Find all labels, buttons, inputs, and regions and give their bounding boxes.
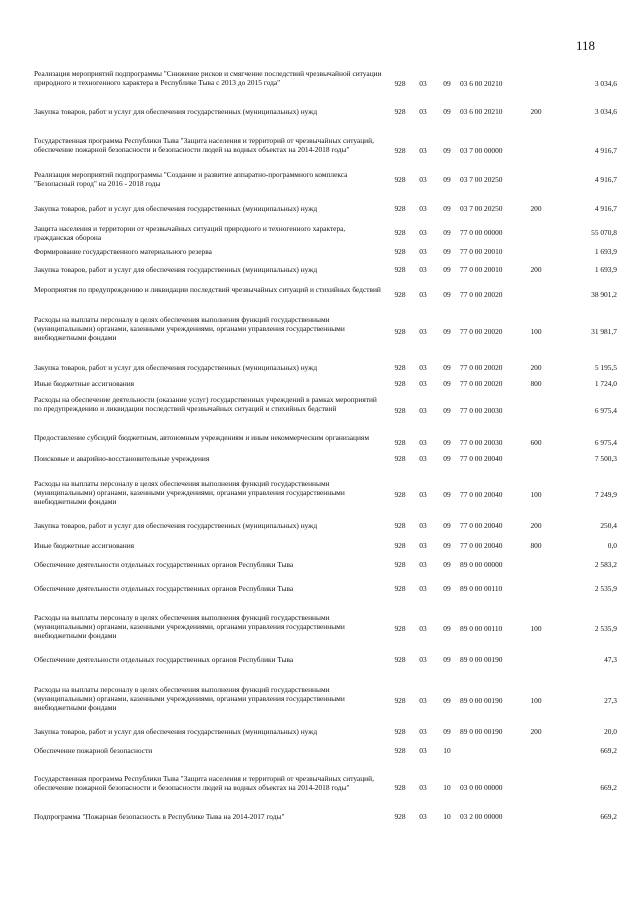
razdel-code: 03: [419, 175, 427, 184]
row-description: Обеспечение деятельности отдельных государственных органов Республики Тыва: [34, 584, 294, 593]
vedomstvo-code: 928: [394, 624, 406, 633]
podrazdel-code: 09: [443, 438, 451, 447]
vedomstvo-code: 928: [394, 107, 406, 116]
vedomstvo-code: 928: [394, 290, 406, 299]
target-article-code: 89 0 00 00190: [460, 655, 503, 664]
podrazdel-code: 09: [443, 247, 451, 256]
amount: 250,4: [600, 521, 617, 530]
razdel-code: 03: [419, 406, 427, 415]
podrazdel-code: 09: [443, 655, 451, 664]
expense-type-code: 200: [530, 204, 542, 213]
vedomstvo-code: 928: [394, 727, 406, 736]
podrazdel-code: 10: [443, 812, 451, 821]
row-description: Защита населения и территории от чрезвычайных ситуаций природного и техногенного характера, гражданская оборона: [34, 224, 346, 242]
razdel-code: 03: [419, 624, 427, 633]
podrazdel-code: 09: [443, 204, 451, 213]
vedomstvo-code: 928: [394, 655, 406, 664]
row-description: Закупка товаров, работ и услуг для обеспечения государственных (муниципальных) нужд: [34, 107, 318, 116]
target-article-code: 77 0 00 00000: [460, 228, 503, 237]
vedomstvo-code: 928: [394, 560, 406, 569]
row-description: Мероприятия по предупреждению и ликвидации последствий чрезвычайных ситуаций и стихийных бедствий: [34, 285, 381, 294]
expense-type-code: 800: [530, 379, 542, 388]
amount: 1 693,9: [594, 247, 617, 256]
podrazdel-code: 09: [443, 363, 451, 372]
target-article-code: 77 0 00 20040: [460, 521, 503, 530]
row-description: Обеспечение пожарной безопасности: [34, 746, 153, 755]
amount: 2 583,2: [594, 560, 617, 569]
amount: 47,3: [604, 655, 617, 664]
target-article-code: 03 7 00 20250: [460, 204, 503, 213]
target-article-code: 77 0 00 20010: [460, 247, 503, 256]
target-article-code: 89 0 00 00000: [460, 560, 503, 569]
expense-type-code: 100: [530, 696, 542, 705]
amount: 669,2: [600, 812, 617, 821]
razdel-code: 03: [419, 146, 427, 155]
razdel-code: 03: [419, 379, 427, 388]
vedomstvo-code: 928: [394, 521, 406, 530]
expense-type-code: 600: [530, 438, 542, 447]
row-description: Расходы на выплаты персоналу в целях обеспечения выполнения функций государственными (муниципальными) органами, казенными учреждениями, органами управления государственными внебюджетными фондами: [34, 685, 345, 712]
razdel-code: 03: [419, 204, 427, 213]
amount: 20,0: [604, 727, 617, 736]
razdel-code: 03: [419, 363, 427, 372]
podrazdel-code: 09: [443, 541, 451, 550]
amount: 6 975,4: [594, 438, 617, 447]
razdel-code: 03: [419, 727, 427, 736]
razdel-code: 03: [419, 79, 427, 88]
amount: 4 916,7: [594, 175, 617, 184]
amount: 3 034,6: [594, 107, 617, 116]
razdel-code: 03: [419, 783, 427, 792]
podrazdel-code: 09: [443, 560, 451, 569]
podrazdel-code: 09: [443, 624, 451, 633]
target-article-code: 77 0 00 20040: [460, 454, 503, 463]
vedomstvo-code: 928: [394, 363, 406, 372]
amount: 3 034,6: [594, 79, 617, 88]
target-article-code: 77 0 00 20020: [460, 363, 503, 372]
expense-type-code: 800: [530, 541, 542, 550]
razdel-code: 03: [419, 746, 427, 755]
vedomstvo-code: 928: [394, 228, 406, 237]
razdel-code: 03: [419, 812, 427, 821]
vedomstvo-code: 928: [394, 79, 406, 88]
row-description: Обеспечение деятельности отдельных государственных органов Республики Тыва: [34, 655, 294, 664]
podrazdel-code: 09: [443, 521, 451, 530]
podrazdel-code: 09: [443, 727, 451, 736]
amount: 38 901,2: [591, 290, 617, 299]
expense-type-code: 100: [530, 490, 542, 499]
expense-type-code: 100: [530, 327, 542, 336]
amount: 2 535,9: [594, 624, 617, 633]
vedomstvo-code: 928: [394, 812, 406, 821]
row-description: Расходы на выплаты персоналу в целях обеспечения выполнения функций государственными (муниципальными) органами, казенными учреждениями, органами управления государственными внебюджетными фондами: [34, 315, 345, 342]
row-description: Предоставление субсидий бюджетным, автономным учреждениям и иным некоммерческим организациям: [34, 433, 370, 442]
podrazdel-code: 09: [443, 406, 451, 415]
row-description: Закупка товаров, работ и услуг для обеспечения государственных (муниципальных) нужд: [34, 727, 318, 736]
expense-type-code: 100: [530, 624, 542, 633]
amount: 55 070,8: [591, 228, 617, 237]
target-article-code: 03 0 00 00000: [460, 783, 503, 792]
vedomstvo-code: 928: [394, 490, 406, 499]
podrazdel-code: 09: [443, 265, 451, 274]
razdel-code: 03: [419, 584, 427, 593]
target-article-code: 03 7 00 20250: [460, 175, 503, 184]
target-article-code: 77 0 00 20020: [460, 290, 503, 299]
podrazdel-code: 09: [443, 327, 451, 336]
vedomstvo-code: 928: [394, 406, 406, 415]
row-description: Иные бюджетные ассигнования: [34, 379, 135, 388]
podrazdel-code: 10: [443, 746, 451, 755]
razdel-code: 03: [419, 290, 427, 299]
target-article-code: 77 0 00 20010: [460, 265, 503, 274]
target-article-code: 89 0 00 00190: [460, 696, 503, 705]
amount: 669,2: [600, 746, 617, 755]
expense-type-code: 200: [530, 107, 542, 116]
vedomstvo-code: 928: [394, 746, 406, 755]
amount: 7 249,9: [594, 490, 617, 499]
podrazdel-code: 09: [443, 490, 451, 499]
vedomstvo-code: 928: [394, 265, 406, 274]
target-article-code: 77 0 00 20040: [460, 541, 503, 550]
row-description: Иные бюджетные ассигнования: [34, 541, 135, 550]
podrazdel-code: 09: [443, 290, 451, 299]
expense-type-code: 200: [530, 727, 542, 736]
row-description: Государственная программа Республики Тыва "Защита населения и территорий от чрезвычайных ситуаций, обеспечение пожарной безопасности и безопасности людей на водных объектах на 2014-2018 годы": [34, 136, 374, 154]
target-article-code: 03 6 00 20210: [460, 79, 503, 88]
row-description: Закупка товаров, работ и услуг для обеспечения государственных (муниципальных) нужд: [34, 363, 318, 372]
podrazdel-code: 09: [443, 79, 451, 88]
razdel-code: 03: [419, 247, 427, 256]
row-description: Закупка товаров, работ и услуг для обеспечения государственных (муниципальных) нужд: [34, 265, 318, 274]
row-description: Закупка товаров, работ и услуг для обеспечения государственных (муниципальных) нужд: [34, 204, 318, 213]
target-article-code: 89 0 00 00110: [460, 624, 503, 633]
target-article-code: 03 2 00 00000: [460, 812, 503, 821]
razdel-code: 03: [419, 541, 427, 550]
razdel-code: 03: [419, 107, 427, 116]
razdel-code: 03: [419, 521, 427, 530]
amount: 0,0: [607, 541, 617, 550]
expense-type-code: 200: [530, 363, 542, 372]
row-description: Государственная программа Республики Тыва "Защита населения и территорий от чрезвычайных ситуаций, обеспечение пожарной безопасности и безопасности людей на водных объектах на 2014-2018 годы": [34, 774, 374, 792]
target-article-code: 77 0 00 20020: [460, 327, 503, 336]
vedomstvo-code: 928: [394, 175, 406, 184]
podrazdel-code: 09: [443, 379, 451, 388]
vedomstvo-code: 928: [394, 204, 406, 213]
amount: 1 724,0: [594, 379, 617, 388]
razdel-code: 03: [419, 655, 427, 664]
amount: 2 535,9: [594, 584, 617, 593]
target-article-code: 03 6 00 20210: [460, 107, 503, 116]
razdel-code: 03: [419, 438, 427, 447]
razdel-code: 03: [419, 454, 427, 463]
target-article-code: 77 0 00 20030: [460, 438, 503, 447]
target-article-code: 77 0 00 20030: [460, 406, 503, 415]
vedomstvo-code: 928: [394, 247, 406, 256]
target-article-code: 77 0 00 20020: [460, 379, 503, 388]
row-description: Поисковые и аварийно-восстановительные учреждения: [34, 454, 210, 463]
razdel-code: 03: [419, 490, 427, 499]
vedomstvo-code: 928: [394, 438, 406, 447]
razdel-code: 03: [419, 265, 427, 274]
vedomstvo-code: 928: [394, 327, 406, 336]
expense-type-code: 200: [530, 265, 542, 274]
row-description: Формирование государственного материального резерва: [34, 247, 212, 256]
razdel-code: 03: [419, 327, 427, 336]
target-article-code: 89 0 00 00110: [460, 584, 503, 593]
target-article-code: 77 0 00 20040: [460, 490, 503, 499]
page-number: 118: [576, 38, 596, 53]
row-description: Расходы на обеспечение деятельности (оказание услуг) государственных учреждений в рамках мероприятий по предупреждению и ликвидации последствий чрезвычайных ситуаций и стихийных бедствий: [34, 395, 377, 413]
row-description: Реализация мероприятий подпрограммы "Создание и развитие аппаратно-программного комплекса "Безопасный город" на 2016 - 2018 годы: [34, 170, 348, 188]
amount: 7 500,3: [594, 454, 617, 463]
amount: 31 981,7: [591, 327, 617, 336]
vedomstvo-code: 928: [394, 696, 406, 705]
target-article-code: 03 7 00 00000: [460, 146, 503, 155]
vedomstvo-code: 928: [394, 584, 406, 593]
vedomstvo-code: 928: [394, 541, 406, 550]
podrazdel-code: 09: [443, 146, 451, 155]
podrazdel-code: 09: [443, 584, 451, 593]
row-description: Подпрограмма "Пожарная безопасность в Республике Тыва на 2014-2017 годы": [34, 812, 285, 821]
podrazdel-code: 09: [443, 228, 451, 237]
podrazdel-code: 09: [443, 175, 451, 184]
amount: 27,3: [604, 696, 617, 705]
row-description: Реализация мероприятий подпрограммы "Снижение рисков и смягчение последствий чрезвычайной ситуации природного и техногенного характера в Республике Тыва с 2013 до 2015 года": [34, 69, 382, 87]
row-description: Расходы на выплаты персоналу в целях обеспечения выполнения функций государственными (муниципальными) органами, казенными учреждениями, органами управления государственными внебюджетными фондами: [34, 479, 345, 506]
podrazdel-code: 09: [443, 454, 451, 463]
amount: 4 916,7: [594, 204, 617, 213]
vedomstvo-code: 928: [394, 783, 406, 792]
amount: 5 195,5: [594, 363, 617, 372]
vedomstvo-code: 928: [394, 379, 406, 388]
podrazdel-code: 09: [443, 696, 451, 705]
podrazdel-code: 09: [443, 107, 451, 116]
razdel-code: 03: [419, 228, 427, 237]
amount: 6 975,4: [594, 406, 617, 415]
podrazdel-code: 10: [443, 783, 451, 792]
target-article-code: 89 0 00 00190: [460, 727, 503, 736]
row-description: Закупка товаров, работ и услуг для обеспечения государственных (муниципальных) нужд: [34, 521, 318, 530]
row-description: Расходы на выплаты персоналу в целях обеспечения выполнения функций государственными (муниципальными) органами, казенными учреждениями, органами управления государственными внебюджетными фондами: [34, 613, 345, 640]
row-description: Обеспечение деятельности отдельных государственных органов Республики Тыва: [34, 560, 294, 569]
expense-type-code: 200: [530, 521, 542, 530]
amount: 669,2: [600, 783, 617, 792]
amount: 4 916,7: [594, 146, 617, 155]
vedomstvo-code: 928: [394, 146, 406, 155]
razdel-code: 03: [419, 560, 427, 569]
amount: 1 693,9: [594, 265, 617, 274]
razdel-code: 03: [419, 696, 427, 705]
vedomstvo-code: 928: [394, 454, 406, 463]
